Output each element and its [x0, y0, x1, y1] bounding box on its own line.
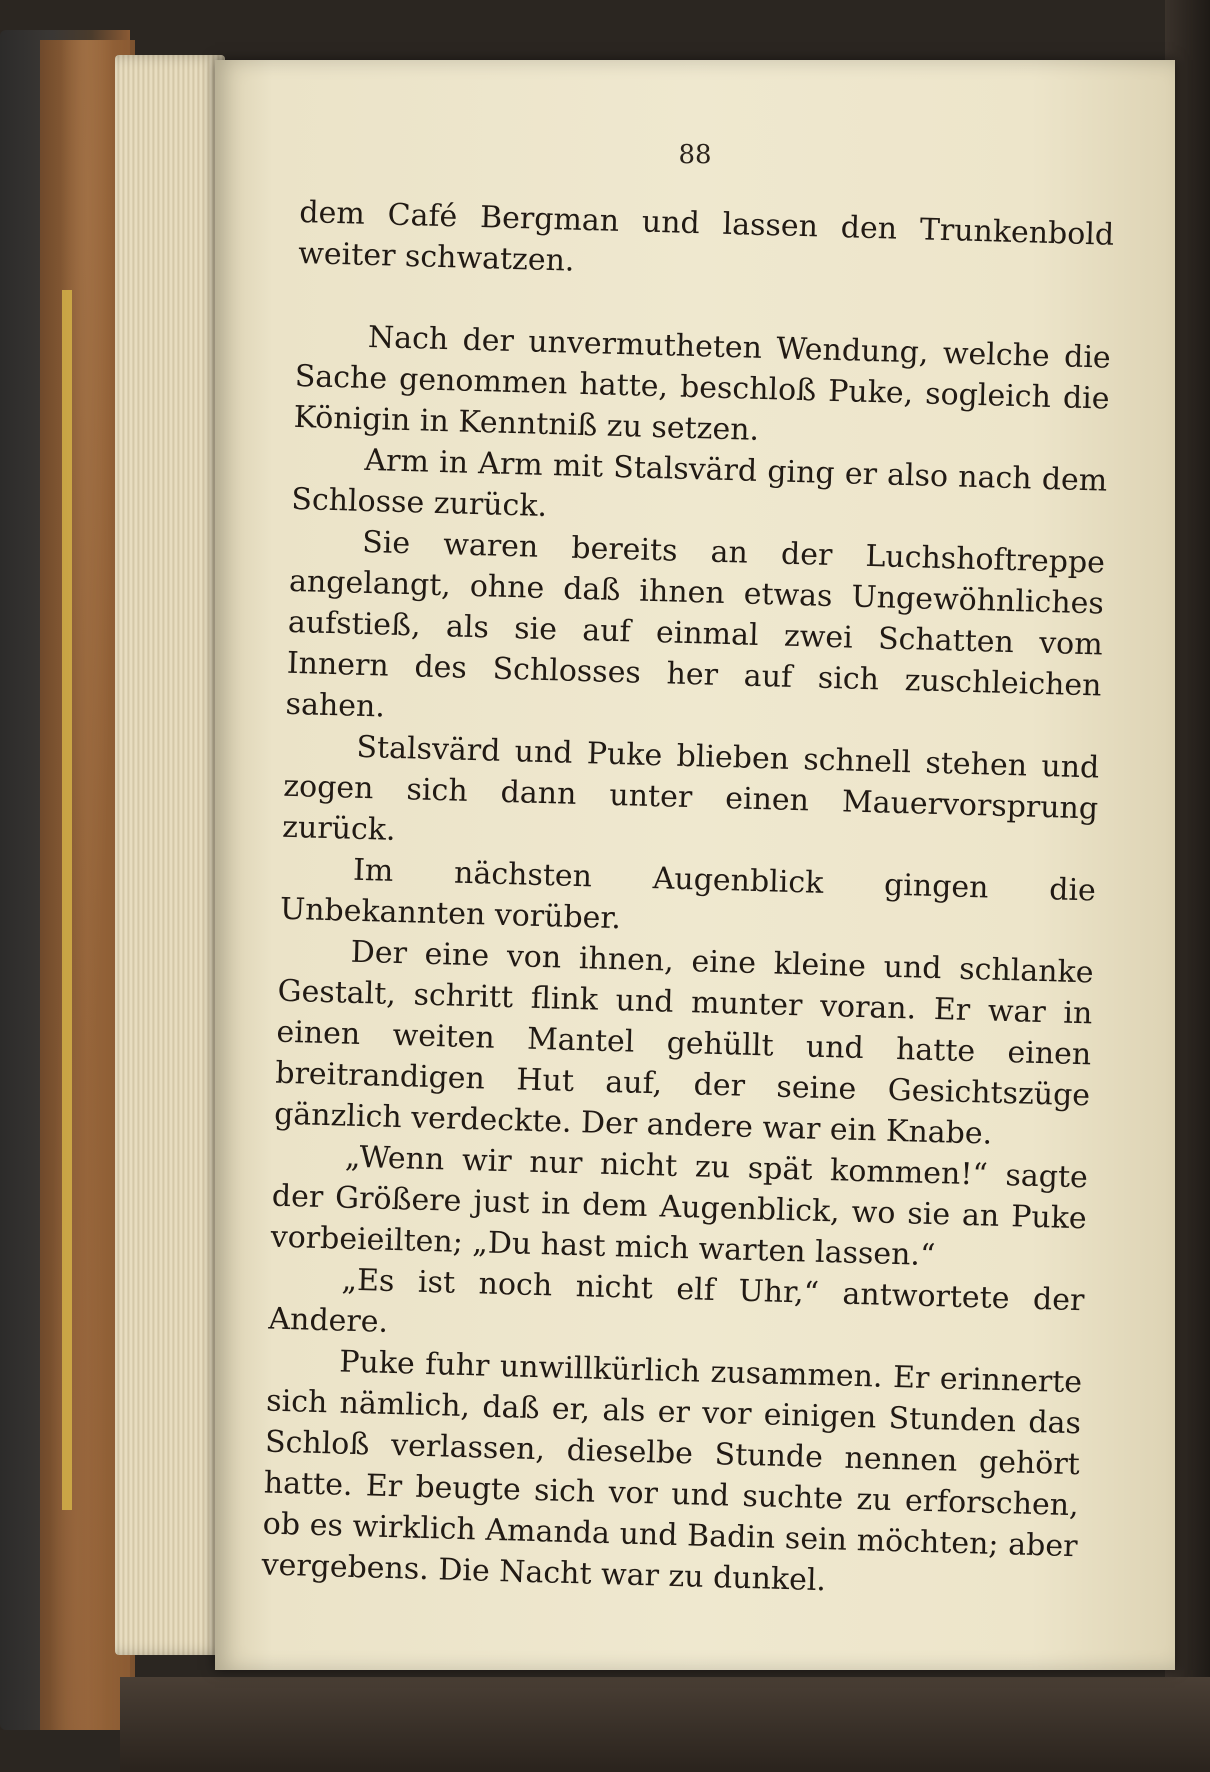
paragraph: „Es ist noch nicht elf Uhr,“ antwortete der Andere.	[268, 1262, 1085, 1340]
background-bottom	[120, 1677, 1210, 1772]
paragraph: Stalsvärd und Puke blieben schnell stehen und zogen sich dann unter einen Mauervorsprung zurück.	[281, 729, 1100, 848]
paragraph: Arm in Arm mit Stalsvärd ging er also nach dem Schlosse zurück.	[290, 442, 1108, 525]
yellow-edge-strip	[62, 290, 72, 1510]
paragraph: „Wenn wir nur nicht zu spät kommen!“ sagte der Größere just in dem Augenblick, wo sie an Puke vorbeieilten; „Du hast mich warten lassen.“	[270, 1139, 1089, 1274]
paragraph: dem Café Bergman und lassen den Trunkenbold weiter schwatzen.	[297, 194, 1115, 279]
paragraph: Sie waren bereits an der Luchshoftreppe angelangt, ohne daß ihnen etwas Ungewöhnliches aufstieß, als sie auf einmal zwei Schatten vom Innern des Schlosses her auf sich zuschleichen sahen.	[285, 524, 1106, 725]
page-edges	[115, 55, 225, 1655]
paragraph: Im nächsten Augenblick gingen die Unbekannten vorüber.	[279, 852, 1097, 937]
book-page	[215, 60, 1175, 1670]
paragraph: Nach der unvermutheten Wendung, welche die Sache genommen hatte, beschloß Puke, sogleich die Königin in Kenntniß zu setzen.	[293, 319, 1112, 448]
paragraph: Der eine von ihnen, eine kleine und schlanke Gestalt, schritt flink und munter voran. Er war in einen weiten Mantel gehüllt und hatte einen breitrandigen Hut auf, der seine Gesichtszüge gänzlich verdeckte. Der andere war ein Knabe.	[273, 934, 1094, 1152]
paragraph: Puke fuhr unwillkürlich zusammen. Er erinnerte sich nämlich, daß er, als er vor einigen Stunden das Schloß verlassen, dieselbe Stunde nennen gehört hatte. Er beugte sich vor und suchte zu erforschen, ob es wirklich Amanda und Badin sein möchten; aber vergebens. Die Nacht war zu dunkel.	[261, 1344, 1083, 1599]
page-number: 88	[678, 140, 712, 170]
page-text	[261, 192, 1115, 1608]
